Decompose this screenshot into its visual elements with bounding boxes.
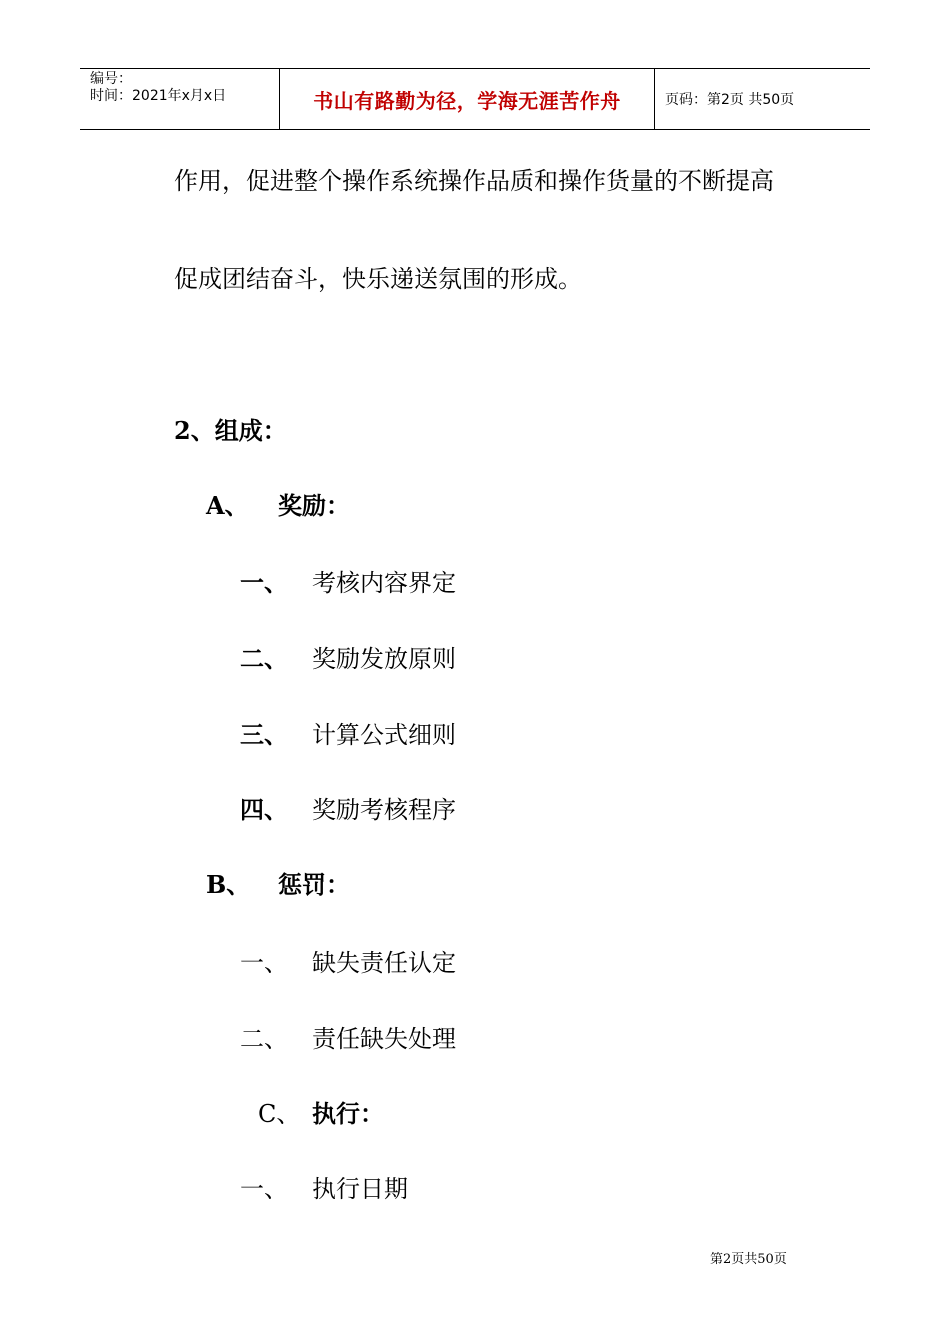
list-item-number: 一、: [240, 568, 288, 597]
list-item-number: 一、: [240, 1175, 288, 1203]
list-item-text: 考核内容界定: [312, 569, 456, 597]
list-item-text: 奖励发放原则: [312, 645, 456, 673]
header-number-label: 编号：: [90, 71, 132, 87]
subsection-c-title: 执行：: [312, 1099, 384, 1128]
list-item-number: 四、: [240, 795, 288, 824]
subsection-c-marker: C、: [258, 1100, 301, 1128]
section-heading: 2、组成：: [174, 416, 287, 445]
header-motto: 书山有路勤为径，学海无涯苦作舟: [280, 69, 655, 129]
header-page-info: 页码：第2页 共50页: [665, 92, 795, 108]
subsection-b-title: 惩罚：: [278, 870, 350, 899]
page-header: [80, 68, 870, 130]
paragraph-line-1: 作用，促进整个操作系统操作品质和操作货量的不断提高: [174, 167, 774, 195]
paragraph-line-2: 促成团结奋斗，快乐递送氛围的形成。: [174, 265, 582, 293]
subsection-a-marker: A、: [206, 491, 249, 520]
list-item-number: 三、: [240, 720, 288, 749]
list-item-text: 责任缺失处理: [312, 1025, 456, 1053]
header-time-label: 时间：2021年x月x日: [90, 88, 227, 104]
list-item-number: 二、: [240, 1025, 288, 1053]
page-footer: 第2页共50页: [710, 1252, 787, 1267]
subsection-b-marker: B、: [206, 870, 251, 899]
list-item-text: 执行日期: [312, 1175, 408, 1203]
subsection-a-title: 奖励：: [278, 491, 350, 520]
list-item-text: 计算公式细则: [312, 721, 456, 749]
list-item-text: 缺失责任认定: [312, 949, 456, 977]
list-item-text: 奖励考核程序: [312, 796, 456, 824]
list-item-number: 二、: [240, 644, 288, 673]
list-item-number: 一、: [240, 949, 288, 977]
header-meta: [80, 69, 280, 129]
